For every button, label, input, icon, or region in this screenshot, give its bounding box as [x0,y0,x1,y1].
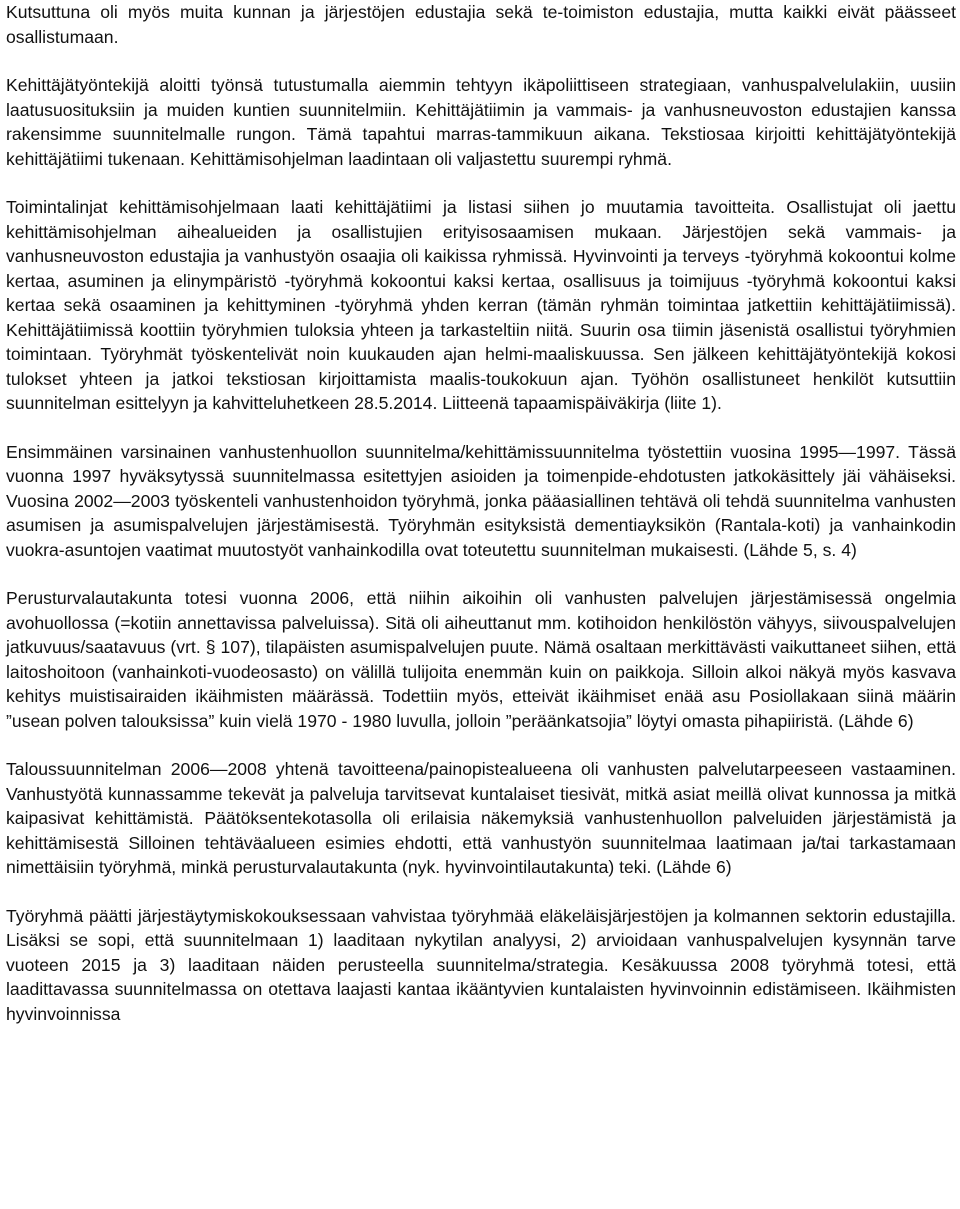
paragraph-basic-security-board: Perusturvalautakunta totesi vuonna 2006, että niihin aikoihin oli vanhusten palvelujen järjestämisessä ongelmia avohuollossa (=kotiin annettavissa palveluissa). Sitä oli aiheuttanut mm. kotihoidon henkilöstön vähyys, siivouspalvelujen jatkuvuus/saatavuus (vrt. § 107), tilapäisten asumispalvelujen puute. Nämä osaltaan merkittävästi vaikuttaneet siihen, että laitoshoitoon (vanhainkoti-vuodeosasto) on välillä tulijoita enemmän kuin on paikkoja. Silloin alkoi näkyä myös kasvava kehitys muistisairaiden ikäihmisten määrässä. Todettiin myös, etteivät ikäihmiset enää asu Posiollakaan siinä määrin ”usean polven talouksissa” kuin vielä 1970 - 1980 luvulla, jolloin ”peräänkatsojia” löytyi omasta pihapiiristä. (Lähde 6) [6,588,956,731]
paragraph-financial-plan: Taloussuunnitelman 2006—2008 yhtenä tavoitteena/painopistealueena oli vanhusten palvelutarpeeseen vastaaminen. Vanhustyötä kunnassamme tekevät ja palveluja tarvitsevat kuntalaiset tiesivät, mitkä asiat meillä olivat kunnossa ja mitkä kaipasivat kehittämistä. Päätöksentekotasolla oli erilaisia näkemyksiä vanhustenhuollon palveluiden järjestämistä ja kehittämisestä Silloinen tehtäväalueen esimies ehdotti, että vanhustyön suunnitelmaa laatimaan ja/tai tarkastamaan nimettäisiin työryhmä, minkä perusturvalautakunta (nyk. hyvinvointilautakunta) teki. (Lähde 6) [6,759,956,877]
paragraph-invited-participants: Kutsuttuna oli myös muita kunnan ja järjestöjen edustajia sekä te-toimiston edustajia, mutta kaikki eivät päässeet osallistumaan. [6,2,956,47]
paragraph-working-group: Työryhmä päätti järjestäytymiskokouksessaan vahvistaa työryhmää eläkeläisjärjestöjen ja kolmannen sektorin edustajilla. Lisäksi se sopi, että suunnitelmaan 1) laaditaan nykytilan analyysi, 2) arvioidaan vanhuspalvelujen kysynnän tarve vuoteen 2015 ja 3) laaditaan näiden perusteella suunnitelma/strategia. Kesäkuussa 2008 työryhmä totesi, että laadittavassa suunnitelmassa on otettava laajasti kantaa ikääntyvien kuntalaisten hyvinvoinnin edistämiseen. Ikäihmisten hyvinvoinnissa [6,905,956,1024]
document-page [6,0,956,1026]
paragraph-action-lines: Toimintalinjat kehittämisohjelmaan laati kehittäjätiimi ja listasi siihen jo muutamia tavoitteita. Osallistujat oli jaettu kehittämisohjelman aihealueiden ja osallistujien erityisosaamisen mukaan. Järjestöjen sekä vammais- ja vanhusneuvoston edustajia ja vanhustyön osaajia oli kaikissa ryhmissä. Hyvinvointi ja terveys -työryhmä kokoontui kolme kertaa, asuminen ja elinympäristö -työryhmä kokoontui kaksi kertaa, osallisuus ja toimijuus -työryhmä kokoontui kaksi kertaa sekä osaaminen ja kehittyminen -työryhmä yhden kerran (tämän ryhmän toimintaa jatkettiin kehittäjätiimissä). Kehittäjätiimissä koottiin työryhmien tuloksia yhteen ja tarkasteltiin niitä. Suurin osa tiimin jäsenistä osallistui työryhmien toimintaan. Työryhmät työskentelivät noin kuukauden ajan helmi-maaliskuussa. Sen jälkeen kehittäjätyöntekijä kokosi tulokset yhteen ja jatkoi tekstiosan kirjoittamista maalis-toukokuun ajan. Työhön osallistuneet henkilöt kutsuttiin suunnitelman esittelyyn ja kahvitteluhetkeen 28.5.2014. Liitteenä tapaamispäiväkirja (liite 1). [6,197,956,413]
paragraph-first-plan: Ensimmäinen varsinainen vanhustenhuollon suunnitelma/kehittämissuunnitelma työstettiin vuosina 1995—1997. Tässä vuonna 1997 hyväksytyssä suunnitelmassa esitettyjen asioiden ja toimenpide-ehdotusten jatkokäsittely jäi vähäiseksi. Vuosina 2002—2003 työskenteli vanhustenhoidon työryhmä, jonka pääasiallinen tehtävä oli tehdä suunnitelma vanhusten asumisen ja asumispalvelujen järjestämisestä. Työryhmän esityksistä dementiayksikön (Rantala-koti) ja vanhainkodin vuokra-asuntojen vaatimat muutostyöt vanhainkodilla ovat toteutettu suunnitelman mukaisesti. (Lähde 5, s. 4) [6,441,956,560]
paragraph-developer-work: Kehittäjätyöntekijä aloitti työnsä tutustumalla aiemmin tehtyyn ikäpoliittiseen strategiaan, vanhuspalvelulakiin, uusiin laatusuosituksiin ja muiden kuntien suunnitelmiin. Kehittäjätiimin ja vammais- ja vanhusneuvoston edustajien kanssa rakensimme suunnitelmalle rungon. Tämä tapahtui marras-tammikuun aikana. Tekstiosaa kirjoitti kehittäjätyöntekijä kehittäjätiimi tukenaan. Kehittämisohjelman laadintaan oli valjastettu suurempi ryhmä. [6,75,956,169]
